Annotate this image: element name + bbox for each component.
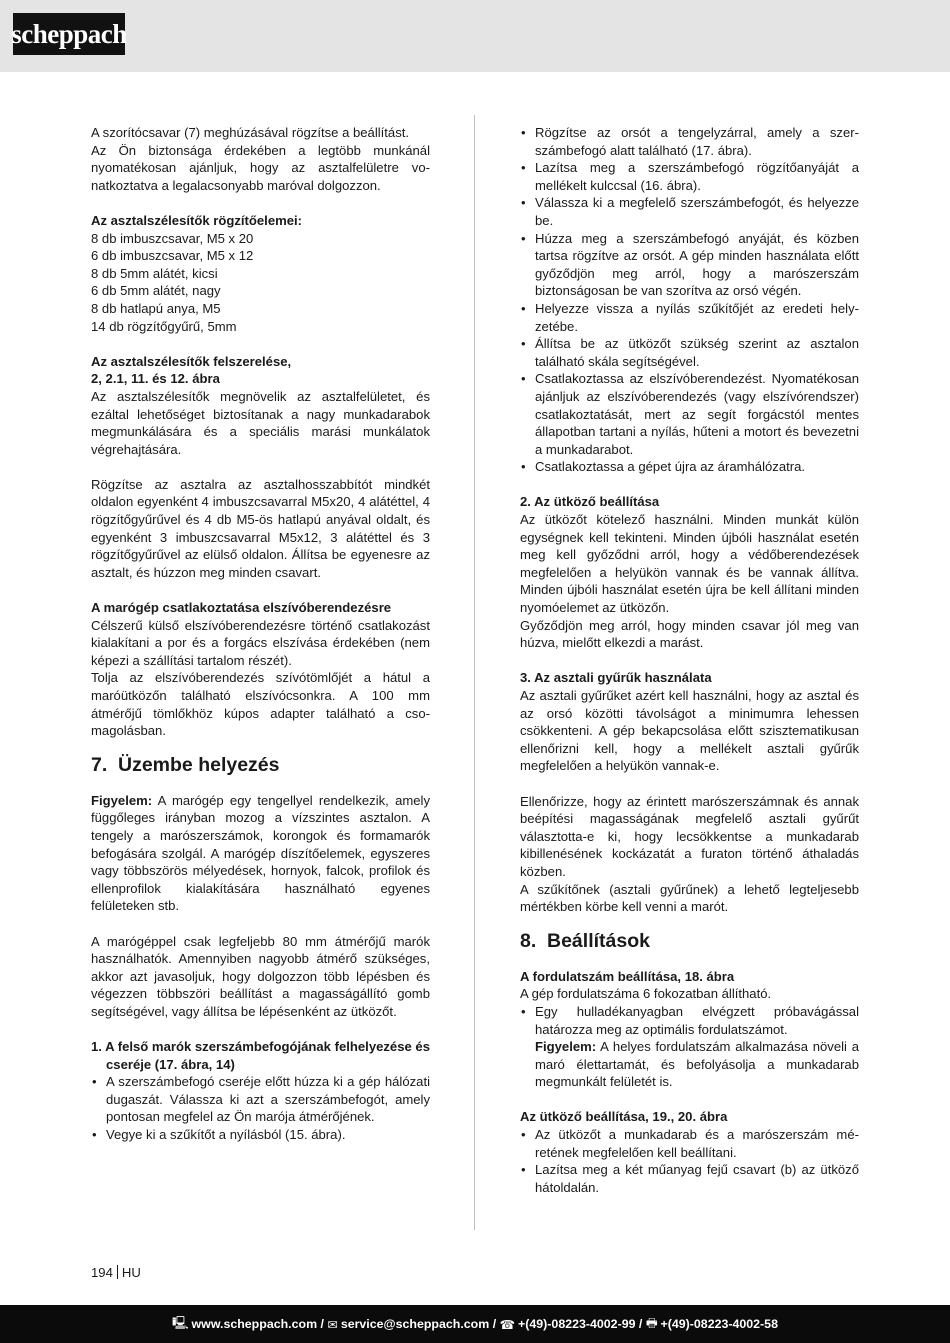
- list-item: • Helyezze vissza a nyílás szűkítőjét az eredeti helyzetébe.: [520, 300, 859, 335]
- page-number-value: 194: [91, 1265, 113, 1280]
- email-icon: ✉: [327, 1317, 338, 1332]
- list-item: • Állítsa be az ütközőt szükség szerint az asztalon található skála segítségével.: [520, 335, 859, 370]
- extraction-paragraph-2: Tolja az elszívóberendezés szívótömlőjét a hátul a maróütközőn található elszívócsonkra. A 100 mm átmérőjű tömlőkhöz kúpos adapter található a csomagolásban.: [91, 670, 430, 739]
- list-item: • Lazítsa meg a két műanyag fejű csavart (b) az ütköző hátoldalán.: [520, 1161, 859, 1196]
- chapter-7-number: 7.: [91, 753, 108, 776]
- step-3-paragraph-1: Az asztali gyűrűket azért kell használni, hogy az asztal és az orsó közötti távolságot a minimumra lehessen csökkenteni. A gép bekapcsolása előtt szisztematikusan ellenőrizni kell, hogy a mellékelt asztali gyűrűk megfelelően a helyükön vannak-e.: [520, 688, 859, 774]
- extraction-heading: A marógép csatlakoztatása elszívóberendezésre: [91, 600, 392, 616]
- list-item: • Csatlakoztassa a gépet újra az áramhálózatra.: [520, 458, 859, 476]
- fax-icon: 🖶: [645, 1315, 658, 1330]
- stop-heading: Az ütköző beállítása, 19., 20. ábra: [520, 1109, 728, 1125]
- step-3-paragraph-2: Ellenőrizze, hogy az érintett marószerszámnak és annak beépítési magasságának megfelelő asztali gyűrűt választotta-e ki, hogy lecsökkentse a munkadarab kibillenésének kockázatát a furaton történő áthaladás közben.: [520, 793, 859, 879]
- page-number: [91, 1265, 141, 1280]
- speed-attention-label: Figyelem:: [535, 1039, 597, 1055]
- list-item: • Csatlakoztassa az elszívóberendezést. Nyomatékosan ajánljuk az elszívóberendezés (vagy elszívórendszer) csatlakoztatását, mert az segít forgácstól mentes állapotban tartani a nyílás, hűteni a motort és bevezetni a munkadarabot.: [520, 370, 859, 458]
- phone-number: +(49)-08223-4002-99: [518, 1317, 636, 1331]
- chapter-8-number: 8.: [520, 929, 537, 952]
- fastener-item: 6 db imbuszcsavar, M5 x 12: [91, 248, 254, 264]
- attention-text: A marógép egy tengellyel rendelkezik, amely függőleges irányban mozog a vízszintes asztalon. A tengely a marószerszámok, korongok és formamarók befogására szolgál. A marógép díszítőelemek, egyszeres vagy többszörös mélyedések, hornyok, falcok, profilok és ellenprofilok kialakítására használható egyenes felületeken stb.: [91, 792, 430, 914]
- fastener-item: 14 db rögzítőgyűrű, 5mm: [91, 318, 237, 334]
- tool-holder-steps-list: [520, 124, 859, 476]
- left-column: [91, 124, 430, 1144]
- list-item: • Lazítsa meg a szerszámbefogó rögzítőanyáját a mellékelt kulccsal (16. ábra).: [520, 159, 859, 194]
- step-2-heading: 2. Az ütköző beállítása: [520, 494, 660, 510]
- fastener-item: 8 db 5mm alátét, kicsi: [91, 265, 218, 281]
- page-number-separator: [117, 1265, 118, 1279]
- page-language: HU: [121, 1265, 141, 1280]
- header-bar: [0, 0, 950, 72]
- computer-icon: 🖳: [172, 1315, 189, 1330]
- list-item: • A szerszámbefogó cseréje előtt húzza ki a gép hálózati dugaszát. Válassza ki azt a szerszámbefogót, amely pontosan megfelel az Ön marója átmérőjének.: [91, 1073, 430, 1126]
- column-divider: [474, 115, 475, 1230]
- step-2-paragraph-1: Az ütközőt kötelező használni. Minden munkát külön egységnek kell tekinteni. Minden újbóli használat esetén meg kell győződni arról, hogy a védőberendezések megfelelően a helyükön vannak és be vannak állítva. Minden újbóli használat esetén újra be kell állítani minden nyomóelemet az ütközőn.: [520, 512, 859, 616]
- chapter-7-title: Üzembe helyezés: [118, 753, 280, 776]
- extraction-paragraph-1: Célszerű külső elszívóberendezésre történő csatlakozást kialakítani a por és a forgács elszívása érdekében (nem képezi a szállítási tartalom részét).: [91, 617, 430, 668]
- list-item: • Rögzítse az orsót a tengelyzárral, amely a szerszámbefogó alatt található (17. ábra).: [520, 124, 859, 159]
- speed-item-text: • Egy hulladékanyagban elvégzett próbavágással határozza meg az optimális fordulatszámot.: [535, 1003, 859, 1037]
- step-3-heading: 3. Az asztali gyűrűk használata: [520, 670, 712, 686]
- fax-number: +(49)-08223-4002-58: [660, 1317, 778, 1331]
- chapter-8-title: Beállítások: [547, 929, 650, 952]
- step-1-list: [91, 1073, 430, 1143]
- mount-heading-line2: 2, 2.1, 11. és 12. ábra: [91, 371, 220, 387]
- paragraph-safety: Az Ön biztonsága érdekében a legtöbb munkánál nyomatékosan ajánljuk, hogy az asztalfelületre vonatkoztatva a legalacsonyabb maróval dolgozzon.: [91, 142, 430, 193]
- list-item: • Válassza ki a megfelelő szerszámbefogót, és helyezze be.: [520, 194, 859, 229]
- website-link[interactable]: www.scheppach.com: [191, 1317, 318, 1331]
- list-item: • Az ütközőt a munkadarab és a marószerszám méretének megfelelően kell beállítani.: [520, 1126, 859, 1161]
- step-3-paragraph-3: A szűkítőnek (asztali gyűrűnek) a lehető legteljesebb mértékben körbe kell venni a marót.: [520, 881, 859, 915]
- list-item: • Vegye ki a szűkítőt a nyílásból (15. ábra).: [91, 1126, 430, 1144]
- fastener-item: 8 db imbuszcsavar, M5 x 20: [91, 230, 254, 246]
- footer-separator: /: [317, 1317, 328, 1331]
- speed-paragraph: A gép fordulatszáma 6 fokozatban állítható.: [520, 986, 772, 1002]
- list-item: [520, 1003, 859, 1091]
- phone-icon: ☎: [499, 1317, 516, 1332]
- attention-paragraph: [91, 792, 430, 915]
- fasteners-heading: Az asztalszélesítők rögzítőelemei:: [91, 212, 303, 228]
- step-2-paragraph-2: Győződjön meg arról, hogy minden csavar jól meg van húzva, mielőtt elkezdi a marást.: [520, 617, 859, 651]
- scheppach-logo: scheppach: [13, 13, 125, 55]
- attention-label: Figyelem:: [91, 792, 153, 808]
- speed-attention-text: A helyes fordulatszám alkalmazása növeli a maró élettartamát, és befolyásolja a munkadarab megmunkált felületét is.: [535, 1039, 859, 1090]
- mount-heading-line1: Az asztalszélesítők felszerelése,: [91, 353, 292, 369]
- chapter-7-heading: [91, 752, 430, 778]
- step-1-heading: 1. A felső marók szerszámbefogójának felhelyezése és cseréje (17. ábra, 14): [91, 1039, 430, 1072]
- diameter-limit-paragraph: A marógéppel csak legfeljebb 80 mm átmérőjű marók használhatók. Amennyiben nagyobb átmérő szükséges, akkor azt javasoljuk, hogy dolgozzon több lépésben és végezzen többszöri beállítást a magasságállító gomb segítségével, vagy állítsa be lépésenként az ütközőt.: [91, 933, 430, 1019]
- mount-paragraph-2: Rögzítse az asztalra az asztalhosszabbítót mindkét oldalon egyenként 4 imbuszcsavarral M5x20, 4 alátéttel, 4 rögzítőgyűrűvel és 4 db M5-ös hatlapú anyával oldalt, és egyenként 3 imbuszcsavarral M5x12, 3 alátéttel és 3 rögzítőgyűrűvel az elülső oldalon. Állítsa be egyenesre az asztalt, és húzzon meg minden csavart.: [91, 476, 430, 580]
- stop-list: [520, 1126, 859, 1196]
- fastener-item: 6 db 5mm alátét, nagy: [91, 283, 221, 299]
- footer-separator: /: [489, 1317, 500, 1331]
- speed-attention: [535, 1038, 859, 1091]
- footer-separator: /: [635, 1317, 646, 1331]
- list-item: • Húzza meg a szerszámbefogó anyáját, és közben tartsa rögzítve az orsót. A gép minden használata előtt győződjön meg arról, hogy a marószerszám biztonságosan be van szorítva az orsó végén.: [520, 230, 859, 300]
- right-column: [520, 124, 859, 1196]
- speed-list: [520, 1003, 859, 1091]
- fasteners-list: [91, 230, 430, 336]
- fastener-item: 8 db hatlapú anya, M5: [91, 300, 221, 316]
- footer-bar: [0, 1305, 950, 1343]
- chapter-8-heading: [520, 928, 859, 954]
- speed-heading: A fordulatszám beállítása, 18. ábra: [520, 968, 735, 984]
- email-link[interactable]: service@scheppach.com: [340, 1317, 490, 1331]
- paragraph-clamp: A szorítócsavar (7) meghúzásával rögzítse a beállítást.: [91, 125, 410, 140]
- mount-paragraph-1: Az asztalszélesítők megnövelik az asztalfelületet, és ezáltal lehetőséget biztosítanak a nagy munkadarabok megmunkálására és a speciális marási munkálatok végrehajtására.: [91, 388, 430, 457]
